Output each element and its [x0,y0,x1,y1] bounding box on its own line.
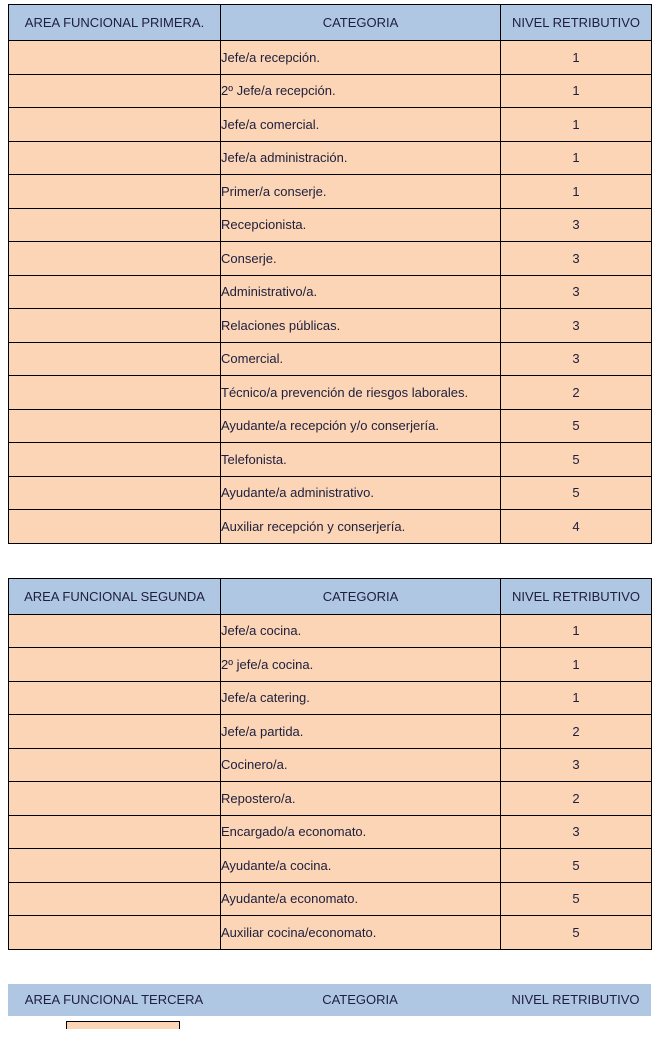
categoria-cell: Ayudante/a cocina. [221,849,501,883]
nivel-cell: 1 [501,614,652,648]
header-row [8,984,651,1016]
nivel-cell: 5 [501,443,652,477]
area-cell [9,309,221,343]
categoria-cell: Jefe/a catering. [221,681,501,715]
categoria-cell: Jefe/a recepción. [221,41,501,75]
area-cell [9,342,221,376]
table-row [9,242,652,276]
area-cell [9,376,221,410]
area-header-cell: AREA FUNCIONAL SEGUNDA [9,578,221,614]
table-row [9,849,652,883]
table-row [9,681,652,715]
nivel-cell: 3 [501,208,652,242]
area-cell [9,275,221,309]
categoria-cell: Comercial. [221,342,501,376]
nivel-cell: 3 [501,275,652,309]
categoria-cell: Primer/a conserje. [221,175,501,209]
categoria-cell: Administrativo/a. [221,275,501,309]
area-cell [9,443,221,477]
area-cell [9,715,221,749]
categoria-cell: Cocinero/a. [221,748,501,782]
categoria-cell: 2º jefe/a cocina. [221,648,501,682]
table-row [9,882,652,916]
categoria-cell: Encargado/a economato. [221,815,501,849]
categoria-header-cell: CATEGORIA [221,578,501,614]
area-cell [9,510,221,544]
nivel-cell: 3 [501,748,652,782]
nivel-cell: 3 [501,309,652,343]
nivel-cell: 1 [501,175,652,209]
categoria-cell: Conserje. [221,242,501,276]
area-cell [9,614,221,648]
categoria-cell: Técnico/a prevención de riesgos laborales. [221,376,501,410]
table-row [9,715,652,749]
nivel-cell: 5 [501,916,652,950]
table-row [9,74,652,108]
area-cell [9,141,221,175]
area-cell [9,409,221,443]
nivel-cell: 5 [501,849,652,883]
table-area-funcional-primera [8,4,652,544]
categoria-header-cell: CATEGORIA [220,984,500,1016]
nivel-cell: 1 [501,141,652,175]
table-row [9,510,652,544]
categoria-cell: Ayudante/a recepción y/o conserjería. [221,409,501,443]
categoria-cell: Ayudante/a administrativo. [221,476,501,510]
categoria-cell: Jefe/a cocina. [221,614,501,648]
nivel-cell: 1 [501,41,652,75]
table-row [9,748,652,782]
area-cell [9,648,221,682]
nivel-header-cell: NIVEL RETRIBUTIVO [501,578,652,614]
cutoff-row-fragment [66,1021,180,1029]
nivel-cell: 3 [501,242,652,276]
nivel-cell: 5 [501,882,652,916]
table-row [9,41,652,75]
table-row [9,648,652,682]
area-cell [9,916,221,950]
table-row [9,409,652,443]
categoria-cell: Auxiliar recepción y conserjería. [221,510,501,544]
nivel-cell: 2 [501,376,652,410]
area-cell [9,882,221,916]
area-cell [9,815,221,849]
area-cell [9,748,221,782]
table-row [9,443,652,477]
table-row [9,376,652,410]
area-header-cell: AREA FUNCIONAL TERCERA [8,984,220,1016]
categoria-cell: Jefe/a partida. [221,715,501,749]
categoria-cell: Relaciones públicas. [221,309,501,343]
table-row [9,476,652,510]
nivel-cell: 3 [501,342,652,376]
categoria-cell: Telefonista. [221,443,501,477]
table-row [9,141,652,175]
header-row [9,578,652,614]
nivel-cell: 3 [501,815,652,849]
table-area-funcional-tercera [8,984,651,1016]
categoria-cell: Ayudante/a economato. [221,882,501,916]
categoria-cell: Jefe/a administración. [221,141,501,175]
nivel-cell: 1 [501,681,652,715]
area-cell [9,74,221,108]
table-area-funcional-segunda [8,578,652,950]
nivel-header-cell: NIVEL RETRIBUTIVO [500,984,651,1016]
table-row [9,614,652,648]
nivel-cell: 2 [501,782,652,816]
area-cell [9,681,221,715]
categoria-cell: Repostero/a. [221,782,501,816]
nivel-cell: 1 [501,648,652,682]
area-cell [9,849,221,883]
table-row [9,208,652,242]
table-row [9,916,652,950]
area-cell [9,476,221,510]
nivel-header-cell: NIVEL RETRIBUTIVO [501,5,652,41]
table-row [9,815,652,849]
nivel-cell: 1 [501,74,652,108]
nivel-cell: 5 [501,409,652,443]
nivel-cell: 4 [501,510,652,544]
categoria-cell: Jefe/a comercial. [221,108,501,142]
area-cell [9,242,221,276]
table-row [9,108,652,142]
table-row [9,175,652,209]
area-header-cell: AREA FUNCIONAL PRIMERA. [9,5,221,41]
nivel-cell: 1 [501,108,652,142]
nivel-cell: 5 [501,476,652,510]
categoria-header-cell: CATEGORIA [221,5,501,41]
categoria-cell: 2º Jefe/a recepción. [221,74,501,108]
table-row [9,782,652,816]
categoria-cell: Auxiliar cocina/economato. [221,916,501,950]
area-cell [9,208,221,242]
area-cell [9,782,221,816]
nivel-cell: 2 [501,715,652,749]
area-cell [9,41,221,75]
header-row [9,5,652,41]
categoria-cell: Recepcionista. [221,208,501,242]
table-row [9,275,652,309]
area-cell [9,175,221,209]
table-row [9,342,652,376]
table-row [9,309,652,343]
area-cell [9,108,221,142]
